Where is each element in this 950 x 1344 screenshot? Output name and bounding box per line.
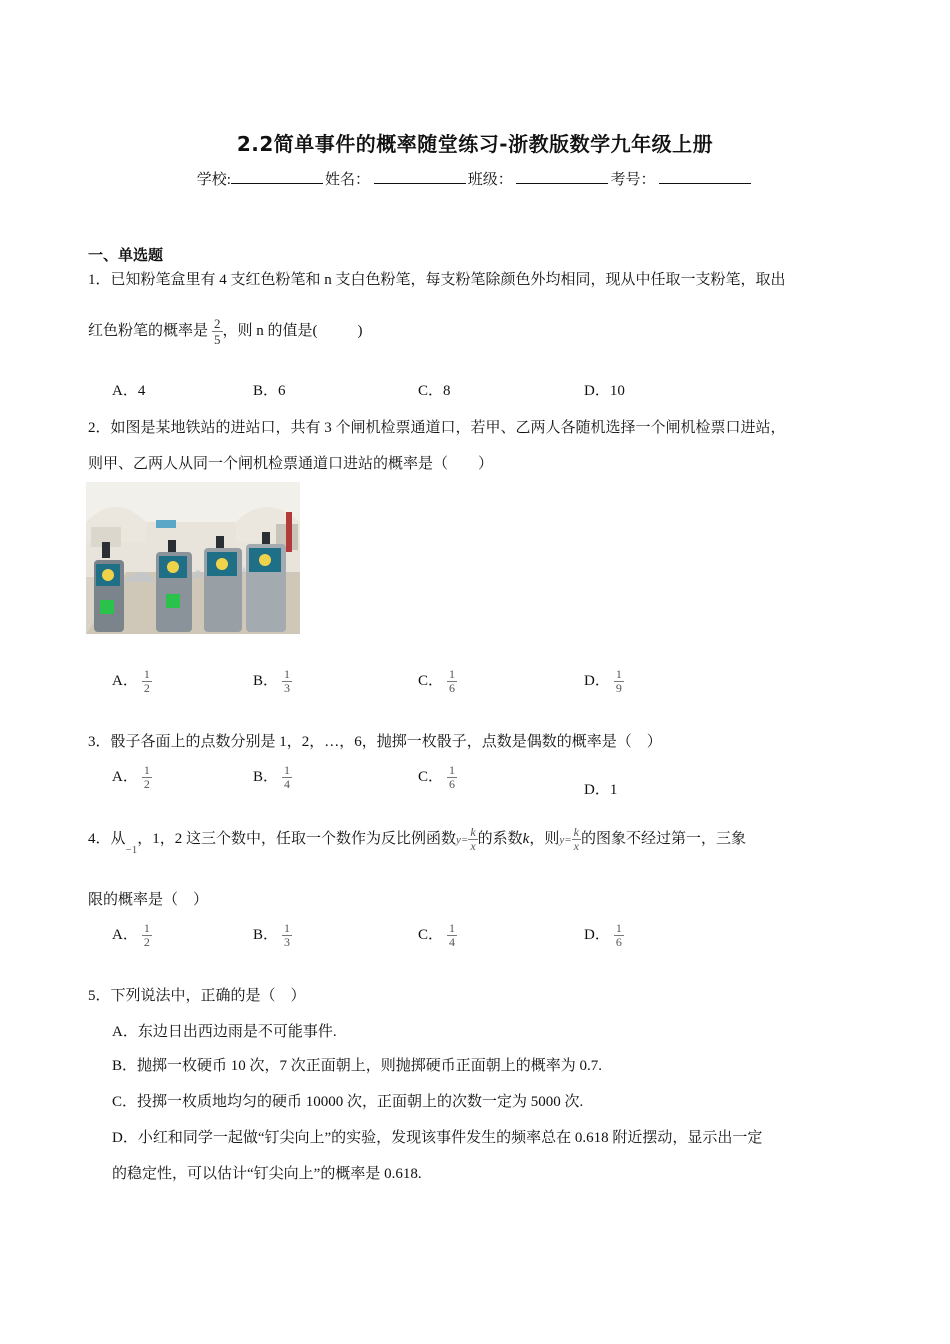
q4-option-d-fraction: $\frac{1}{6}$ xyxy=(615,921,622,949)
q4-option-c: C． $\frac{1}{4}$ xyxy=(418,921,456,949)
q1-text-post: ，则 n 的值是( xyxy=(222,322,318,339)
q4-func2-yeq: y= xyxy=(559,833,572,846)
q1-option-b: B．6 xyxy=(253,383,286,399)
q4-k-var: k xyxy=(522,830,530,847)
q3-option-a-fraction: $\frac{1}{2}$ xyxy=(143,763,150,791)
name-label: 姓名： xyxy=(324,172,370,188)
q1-option-a: A．4 xyxy=(112,383,146,399)
q4-func1-fraction: $\frac{k}{x}$ xyxy=(470,825,476,853)
q2-line2: 则甲、乙两人从同一个闸机检票通道口进站的概率是（ ） xyxy=(88,456,494,472)
q3-option-c-fraction: $\frac{1}{6}$ xyxy=(449,763,456,791)
school-blank xyxy=(231,169,323,184)
q1-text-pre: 红色粉笔的概率是 xyxy=(88,322,209,339)
q4-option-a-fraction: $\frac{1}{2}$ xyxy=(143,921,150,949)
q1-text-end: ) xyxy=(357,322,363,339)
q2-option-c: C． $\frac{1}{6}$ xyxy=(418,667,456,695)
q4-option-c-fraction: $\frac{1}{4}$ xyxy=(449,921,456,949)
q4-line1 xyxy=(88,825,746,856)
q4-post: 的图象不经过第一，三象 xyxy=(580,830,746,847)
number-label: 考号： xyxy=(610,172,656,188)
q3-line1: 3．骰子各面上的点数分别是 1，2，…，6，抛掷一枚骰子，点数是偶数的概率是（ ） xyxy=(88,734,662,750)
q4-mid1: ，1，2 这三个数中，任取一个数作为反比例函数 xyxy=(137,830,456,847)
q4-option-b-fraction: $\frac{1}{3}$ xyxy=(284,921,291,949)
q4-func2-fraction: $\frac{k}{x}$ xyxy=(573,825,579,853)
q4-func1-yeq: y= xyxy=(456,833,469,846)
q4-line2: 限的概率是（ ） xyxy=(88,892,209,908)
class-label: 班级： xyxy=(467,172,513,188)
page-title: 2.2简单事件的概率随堂练习-浙教版数学九年级上册 xyxy=(236,132,714,156)
q1-line2 xyxy=(88,316,363,347)
q4-pre: 4．从 xyxy=(88,830,126,847)
q1-option-c: C．8 xyxy=(418,383,451,399)
q4-option-b: B． $\frac{1}{3}$ xyxy=(253,921,291,949)
q2-line1: 2．如图是某地铁站的进站口，共有 3 个闸机检票通道口，若甲、乙两人各随机选择一个闸机检票口进站， xyxy=(88,420,786,436)
q4-neg-one: −1 xyxy=(125,843,138,856)
q3-option-a: A． $\frac{1}{2}$ xyxy=(112,763,150,791)
q5-line1: 5．下列说法中，正确的是（ ） xyxy=(88,988,306,1004)
student-info-line xyxy=(0,168,950,189)
q1-fraction xyxy=(212,316,223,347)
q4-option-d: D． $\frac{1}{6}$ xyxy=(584,921,622,949)
name-blank xyxy=(374,169,466,184)
q5-option-d-line1: D．小红和同学一起做“钉尖向上”的实验，发现该事件发生的频率总在 0.618 附近摆动，显示出一定 xyxy=(112,1130,763,1146)
q5-option-a: A．东边日出西边雨是不可能事件. xyxy=(112,1024,337,1040)
q2-option-a-fraction: $\frac{1}{2}$ xyxy=(143,667,150,695)
q2-option-b: B． $\frac{1}{3}$ xyxy=(253,667,291,695)
q3-option-b: B． $\frac{1}{4}$ xyxy=(253,763,291,791)
q2-option-d-fraction: $\frac{1}{9}$ xyxy=(615,667,622,695)
q5-option-b: B．抛掷一枚硬币 10 次，7 次正面朝上，则抛掷硬币正面朝上的概率为 0.7. xyxy=(112,1058,603,1074)
q4-option-a: A． $\frac{1}{2}$ xyxy=(112,921,150,949)
q5-option-d-line2: 的稳定性，可以估计“钉尖向上”的概率是 0.618. xyxy=(112,1166,422,1182)
q1-line1: 1．已知粉笔盒里有 4 支红色粉笔和 n 支白色粉笔，每支粉笔除颜色外均相同，现从中任取一支粉笔，取出 xyxy=(88,272,786,288)
q3-option-c: C． $\frac{1}{6}$ xyxy=(418,763,456,791)
class-blank xyxy=(516,169,608,184)
q2-option-d: D． $\frac{1}{9}$ xyxy=(584,667,622,695)
q4-mid3: ，则 xyxy=(529,830,560,847)
school-label: 学校: xyxy=(196,172,231,188)
q1-option-d: D．10 xyxy=(584,383,625,399)
section-heading: 一、单选题 xyxy=(88,246,164,264)
subway-gate-photo xyxy=(86,482,300,634)
q3-option-b-fraction: $\frac{1}{4}$ xyxy=(284,763,291,791)
q5-option-c: C．投掷一枚质地均匀的硬币 10000 次，正面朝上的次数一定为 5000 次. xyxy=(112,1094,584,1110)
q3-option-d: D．1 xyxy=(584,782,618,798)
number-blank xyxy=(659,169,751,184)
q2-option-c-fraction: $\frac{1}{6}$ xyxy=(449,667,456,695)
q2-option-b-fraction: $\frac{1}{3}$ xyxy=(284,667,291,695)
q1-frac-den: 5 xyxy=(214,332,221,347)
q1-frac-num: 2 xyxy=(214,316,221,331)
q2-option-a: A． $\frac{1}{2}$ xyxy=(112,667,150,695)
q4-mid2: 的系数 xyxy=(477,830,523,847)
